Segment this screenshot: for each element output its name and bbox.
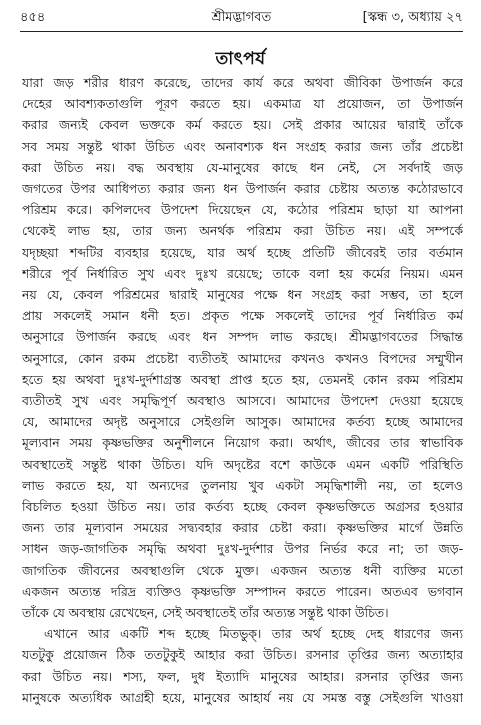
purport-text: [22, 72, 463, 708]
text-line: সাধন জড়-জাগতিক সমৃদ্ধি অথবা দুঃখ-দুর্দশার উপর নির্ভর করে না; তা জড়-: [22, 541, 463, 557]
text-line: জন্য তার মূল্যবান সময়ের সদ্ব্যবহার করার চেষ্টা করা। কৃষ্ণভক্তির মার্গে উন্নতি: [22, 520, 463, 536]
text-line: সব সময় সন্তুষ্ট থাকা উচিত এবং অনাবশ্যক ধন সংগ্রহ করার জন্য তাঁর প্রচেষ্টা: [22, 138, 463, 154]
section-title: তাৎপর্য: [215, 49, 266, 69]
text-line: এখানে আর একটি শব্দ হচ্ছে মিতভুক্। তার অর্থ হচ্ছে দেহ ধারণের জন্য: [44, 626, 463, 642]
text-line: বিচলিত হওয়া উচিত নয়। তার কর্তব্য হচ্ছে কেবল কৃষ্ণভক্তিতে অগ্রসর হওয়ার: [22, 499, 463, 515]
text-line: মানুষকে অত্যধিক আগ্রহী হয়ে, মানুষের আহার্য নয় যে সমস্ত বস্তু সেইগুলি খাওয়া: [22, 689, 463, 705]
page-header: [20, 8, 463, 28]
text-line: থেকেই লাভ হয়, তার জন্য অনর্থক পরিশ্রম করা উচিত নয়। এই সম্পর্কে: [22, 223, 463, 239]
chapter-reference: [স্কন্ধ ৩, অধ্যায় ২৭: [362, 10, 463, 25]
text-line: করার জন্যই কেবল ভক্তকে কর্ম করতে হয়। সেই প্রকার আয়ের দ্বারাই তাঁকে: [22, 117, 463, 133]
text-line: হতে হয় অথবা দুঃখ-দুর্দশাগ্রস্ত অবস্থা প্রাপ্ত হতে হয়, তেমনই কোন রকম পরিশ্রম: [22, 371, 463, 387]
text-line: করা উচিত নয়। শস্য, ফল, দুধ ইত্যাদি মানুষের আহার। রসনার তৃপ্তির জন্য: [22, 668, 463, 684]
text-line: যে, আমাদের অদৃষ্ট অনুসারে সেইগুলি আসুক। আমাদের কর্তব্য হচ্ছে আমাদের: [22, 414, 463, 430]
text-line: তাঁকে যে অবস্থায় রেখেছেন, সেই অবস্থাতেই তাঁর অত্যন্ত সন্তুষ্ট থাকা উচিত।: [22, 605, 389, 621]
text-line: করা উচিত নয়। বদ্ধ অবস্থায় যে-মানুষের কাছে ধন নেই, সে সর্বদাই জড়: [22, 159, 463, 175]
text-line: একজন অত্যন্ত দরিদ্র ব্যক্তিও কৃষ্ণভক্তি সম্পাদন করতে পারেন। অতএব ভগবান: [22, 583, 463, 599]
text-line: নয় যে, কেবল পরিশ্রমের দ্বারাই মানুষের পক্ষে ধন সংগ্রহ করা সম্ভব, তা হলে: [22, 287, 463, 303]
text-line: পরিশ্রম করে। কপিলদেব উপদেশ দিয়েছেন যে, কঠোর পরিশ্রম ছাড়া যা আপনা: [22, 202, 463, 218]
text-line: অবস্থাতেই সন্তুষ্ট থাকা উচিত। যদি অদৃষ্টের বশে কাউকে এমন একটি পরিস্থিতি: [22, 456, 463, 472]
text-line: জগতের উপর আধিপত্য করার জন্য ধন উপার্জন করার চেষ্টায় অত্যন্ত কঠোরভাবে: [22, 181, 463, 197]
book-title: শ্রীমদ্ভাগবত: [211, 10, 272, 25]
text-line: লাভ করতে হয়, যা অন্যদের তুলনায় খুব একটা সমৃদ্ধিশালী নয়, তা হলেও: [22, 477, 463, 493]
text-line: যতটুকু প্রয়োজন ঠিক ততটুকুই আহার করা উচিত। রসনার তৃপ্তির জন্য অত্যাহার: [22, 647, 463, 663]
text-line: প্রায় সকলেই সমান ধনী হত। প্রকৃত পক্ষে সকলেই তাদের পূর্ব নির্ধারিত কর্ম: [22, 308, 463, 324]
text-line: দেহের আবশ্যকতাগুলি পূরণ করতে হয়। একমাত্র যা প্রয়োজন, তা উপার্জন: [22, 96, 463, 112]
page-number: ৪৫৪: [20, 10, 46, 25]
text-line: শরীরে পূর্ব নির্ধারিত সুখ এবং দুঃখ রয়েছে; তাকে বলা হয় কর্মের নিয়ম। এমন: [22, 265, 463, 281]
text-line: জাগতিক জীবনের অবস্থাগুলি থেকে মুক্ত। একজন অত্যন্ত ধনী ব্যক্তির মতো: [22, 562, 463, 578]
text-line: ব্যতীতই সুখ এবং সমৃদ্ধিপূর্ণ অবস্থাও আসবে। আমাদের উপদেশ দেওয়া হয়েছে: [22, 393, 463, 409]
text-line: যদৃচ্ছয়া শব্দটির ব্যবহার হয়েছে, যার অর্থ হচ্ছে প্রতিটি জীবেরই তার বর্তমান: [22, 244, 463, 260]
text-line: মূল্যবান সময় কৃষ্ণভক্তির অনুশীলনে নিয়োগ করা। অর্থাৎ, জীবের তার স্বাভাবিক: [22, 435, 463, 451]
text-line: যারা জড় শরীর ধারণ করেছে, তাদের কার্য করে অথবা জীবিকা উপার্জন করে: [22, 75, 463, 90]
header-divider: [20, 31, 463, 32]
text-line: অনুসারে উপার্জন করছে এবং ধন সম্পদ লাভ করছে। শ্রীমদ্ভাগবতের সিদ্ধান্ত: [22, 329, 463, 345]
text-line: অনুসারে, কোন রকম প্রচেষ্টা ব্যতীতই আমাদের কখনও কখনও বিপদের সম্মুখীন: [22, 350, 463, 366]
